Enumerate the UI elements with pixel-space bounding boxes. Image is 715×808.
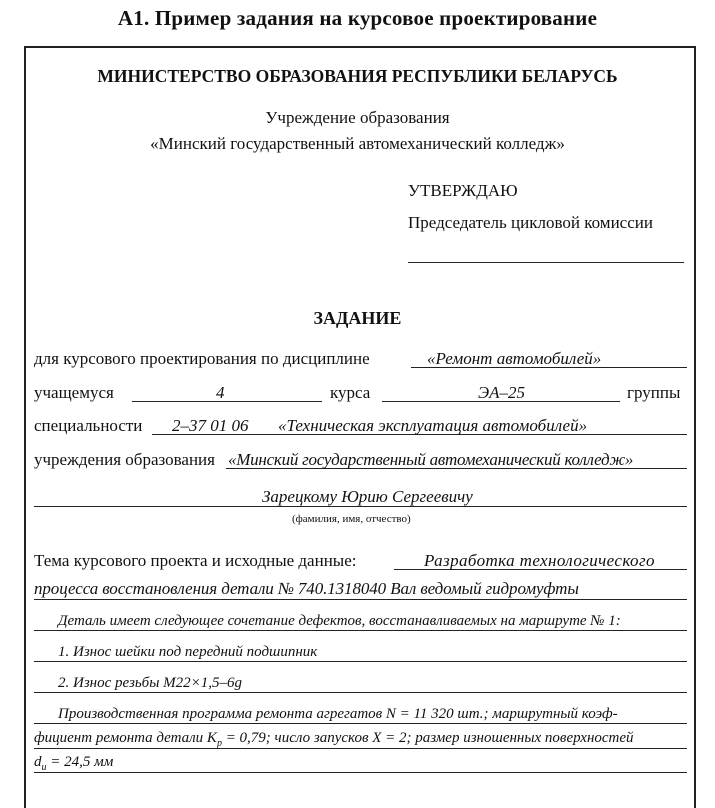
- program-underline-1: [34, 723, 687, 724]
- discipline-label: для курсового проектирования по дисциплине: [34, 349, 370, 368]
- student-name-caption: (фамилия, имя, отчество): [292, 513, 411, 525]
- specialty-label: специальности: [34, 416, 143, 435]
- topic-underline-2: [34, 599, 687, 600]
- program-underline-3: [34, 772, 687, 773]
- topic-value-1: Разработка технологического: [424, 551, 655, 570]
- topic-label: Тема курсового проекта и исходные данные:: [34, 551, 357, 570]
- institution-line-2: «Минский государственный автомеханический колледж»: [150, 134, 565, 153]
- specialty-name: «Техническая эксплуатация автомобилей»: [278, 416, 588, 435]
- page-heading: А1. Пример задания на курсовое проектирование: [117, 6, 598, 30]
- defects-intro: Деталь имеет следующее сочетание дефектов, восстанавливаемых на маршруте № 1:: [58, 613, 621, 629]
- student-label: учащемуся: [34, 383, 114, 402]
- approve-position: Председатель цикловой комиссии: [408, 213, 653, 232]
- program-line-2: фициент ремонта детали $K_р = 0,79$; число запусков X = 2; размер изношенных поверхностей: [34, 730, 634, 749]
- institution-label: учреждения образования: [34, 450, 215, 469]
- defect-1-underline: [34, 661, 687, 662]
- program-line-3: $d_и = 24,5$ мм: [34, 754, 114, 773]
- program-line-1: Производственная программа ремонта агрегатов N = 11 320 шт.; маршрутный коэф-: [58, 706, 618, 722]
- defect-2: 2. Износ резьбы М22×1,5–6g: [58, 675, 242, 691]
- defect-1: 1. Износ шейки под передний подшипник: [58, 644, 318, 660]
- group-value: ЭА–25: [478, 383, 526, 402]
- approve-signature-line: [408, 262, 684, 263]
- student-name: Зарецкому Юрию Сергеевичу: [262, 487, 473, 506]
- ministry-title: МИНИСТЕРСТВО ОБРАЗОВАНИЯ РЕСПУБЛИКИ БЕЛАРУСЬ: [97, 66, 618, 86]
- course-label: курса: [330, 383, 371, 402]
- institution-value: «Минский государственный автомеханический колледж»: [228, 450, 634, 469]
- group-label: группы: [627, 383, 681, 402]
- discipline-value: «Ремонт автомобилей»: [427, 349, 602, 368]
- defects-underline: [34, 630, 687, 631]
- approve-label: УТВЕРЖДАЮ: [408, 181, 518, 200]
- task-title: ЗАДАНИЕ: [313, 308, 402, 328]
- institution-line-1: Учреждение образования: [265, 108, 450, 127]
- topic-value-2: процесса восстановления детали № 740.1318040 Вал ведомый гидромуфты: [34, 579, 579, 598]
- defect-2-underline: [34, 692, 687, 693]
- course-value: 4: [216, 383, 225, 402]
- course-underline: [132, 401, 322, 402]
- specialty-code: 2–37 01 06: [172, 416, 249, 435]
